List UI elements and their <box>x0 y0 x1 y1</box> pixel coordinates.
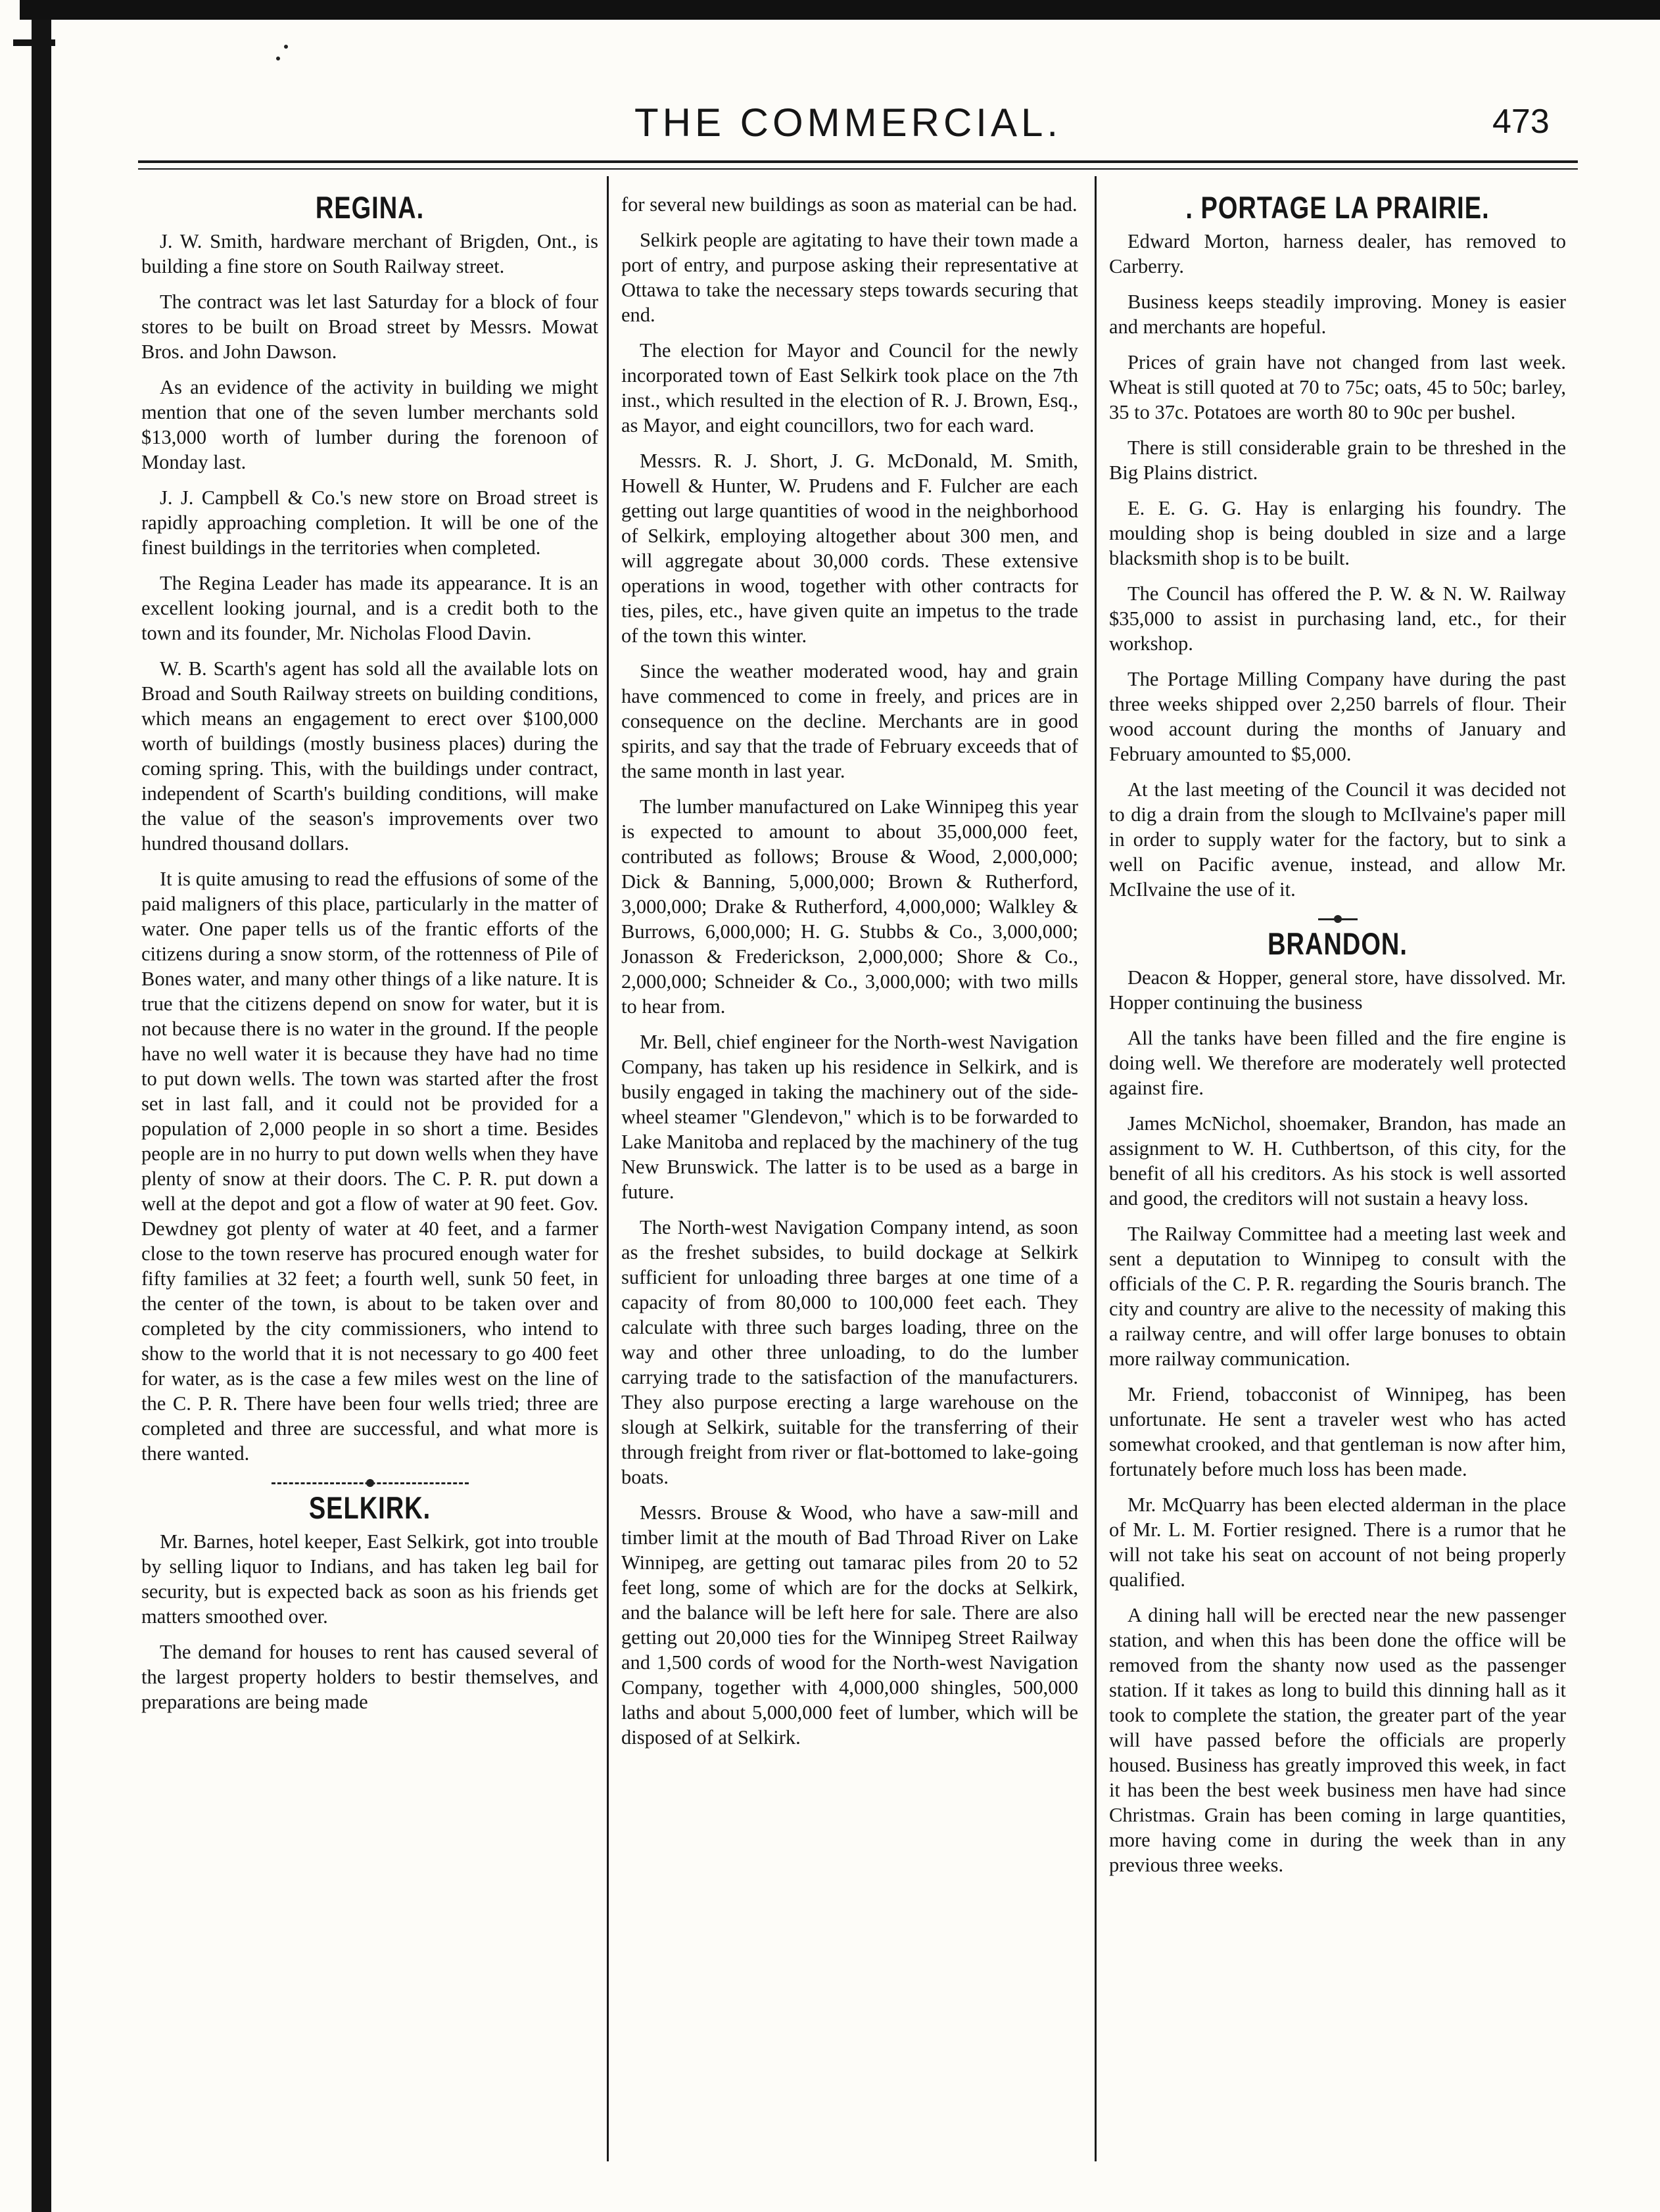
column-divider-left <box>607 176 609 2161</box>
section-heading: BRANDON. <box>1268 927 1408 962</box>
paragraph: A dining hall will be erected near the new passenger station, and when this has been done the office will be removed from the shanty now used as the passenger station. If it takes as long to build this dinning hall as it took to complete the station, the greater part of the year will have passed before the officials are properly housed. Business has greatly improved this week, in fact it has been the best week business men have had since Christmas. Grain has been coming in large quantities, more having come in during the week than in any previous three weeks. <box>1109 1604 1566 1876</box>
paragraph: The Regina Leader has made its appearance. It is an excellent looking journal, and is a credit both to the town and its founder, Mr. Nicholas Flood Davin. <box>141 572 598 644</box>
column-1 <box>141 192 598 2171</box>
section-heading: SELKIRK. <box>308 1491 431 1526</box>
paragraph: Mr. McQuarry has been elected alderman in the place of Mr. L. M. Fortier resigned. There is a rumor that he will not take his seat on account of not being properly qualified. <box>1109 1494 1566 1591</box>
scan-specks <box>276 45 289 71</box>
paragraph: Selkirk people are agitating to have their town made a port of entry, and purpose asking their representative at Ottawa to take the necessary steps towards securing that end. <box>621 229 1078 326</box>
paragraph: The Railway Committee had a meeting last week and sent a deputation to Winnipeg to consult with the officials of the C. P. R. regarding the Souris branch. The city and country are alive to the necessity of making this a railway centre, and will offer large bonuses to obtain more railway communication. <box>1109 1223 1566 1370</box>
paragraph: The demand for houses to rent has caused several of the largest property holders to bestir themselves, and preparations are being made <box>141 1641 598 1713</box>
section-heading: . PORTAGE LA PRAIRIE. <box>1185 192 1490 226</box>
scan-left-border <box>32 20 51 2212</box>
scan-left-mark <box>13 39 55 46</box>
header-rule-thin <box>138 168 1578 170</box>
paragraph: Messrs. Brouse & Wood, who have a saw-mill and timber limit at the mouth of Bad Throad River on Lake Winnipeg, are getting out tamarac piles from 20 to 52 feet long, some of which are for the docks at Selkirk, and the balance will be left here for sale. There are also getting out 20,000 ties for the Winnipeg Street Railway and 1,500 cords of wood for the North-west Navigation Company, together with 4,000,000 shingles, 500,000 laths and about 5,000,000 feet of lumber, which will be disposed of at Selkirk. <box>621 1501 1078 1749</box>
paragraph: James McNichol, shoemaker, Brandon, has made an assignment to W. H. Cuthbertson, of this city, for the benefit of all his creditors. As his stock is well assorted and good, the creditors will not sustain a heavy loss. <box>1109 1112 1566 1210</box>
section-separator <box>272 1476 469 1490</box>
section-heading: REGINA. <box>315 192 425 226</box>
paragraph: Deacon & Hopper, general store, have dissolved. Mr. Hopper continuing the business <box>1109 966 1566 1014</box>
column-divider-right <box>1095 176 1097 2161</box>
paragraph: Since the weather moderated wood, hay and grain have commenced to come in freely, and prices are in consequence on the decline. Merchants are in good spirits, and say that the trade of February exceeds that of the same month in last year. <box>621 660 1078 782</box>
article-selkirk-continued <box>621 192 1078 1750</box>
paragraph: Business keeps steadily improving. Money is easier and merchants are hopeful. <box>1109 291 1566 338</box>
paragraph: The election for Mayor and Council for the newly incorporated town of East Selkirk took place on the 7th inst., which resulted in the election of R. J. Brown, Esq., as Mayor, and eight councillors, two for each ward. <box>621 339 1078 436</box>
paragraph: Mr. Barnes, hotel keeper, East Selkirk, got into trouble by selling liquor to Indians, and has taken leg bail for security, but is expected back as soon as his friends get matters smoothed over. <box>141 1530 598 1628</box>
page-number: 473 <box>1492 103 1550 141</box>
paragraph: The North-west Navigation Company intend, as soon as the freshet subsides, to build dockage at Selkirk sufficient for unloading three barges at one time of a capacity of from 80,000 to 100,000 feet each. They calculate with three such barges loading, three on the way and other three unloading, to do the lumber carrying trade to the satisfaction of the manufacturers. They also purpose erecting a large warehouse on the slough at Selkirk, suitable for the transferring of their through freight from river or flat-bottomed to lake-going boats. <box>621 1216 1078 1488</box>
paragraph: Prices of grain have not changed from last week. Wheat is still quoted at 70 to 75c; oats, 45 to 50c; barley, 35 to 37c. Potatoes are worth 80 to 90c per bushel. <box>1109 351 1566 423</box>
paragraph: It is quite amusing to read the effusions of some of the paid maligners of this place, particularly in the matter of water. One paper tells us of the frantic efforts of the citizens during a snow storm, of the rottenness of Pile of Bones water, and many other things of a like nature. It is true that the citizens depend on snow for water, but it is not because there is no water in the ground. If the people have no well water it is because they have had no time to put down wells. The town was started after the frost set in last fall, and it could not be provided for a population of 2,000 people in so short a time. Besides people are in no hurry to put down wells when they have plenty of snow at their doors. The C. P. R. put down a well at the depot and got a flow of water at 90 feet. Gov. Dewdney got plenty of water at 40 feet, and a farmer close to the town reserve has procured enough water for fifty families at 32 feet; a fourth well, sunk 50 feet, in the center of the town, is about to be taken over and completed by the city commissioners, who intend to show to the world that it is not necessary to go 400 feet for water, as is the case a few miles west on the line of the C. P. R. There have been four wells tried; three are completed and three are successful, and what more is there wanted. <box>141 868 598 1465</box>
paragraph: There is still considerable grain to be threshed in the Big Plains district. <box>1109 436 1566 484</box>
paragraph: Messrs. R. J. Short, J. G. McDonald, M. Smith, Howell & Hunter, W. Prudens and F. Fulcher are each getting out large quantities of wood in the neighborhood of Selkirk, employing altogether about 300 men, and will aggregate about 30,000 cords. These extensive operations in wood, together with other contracts for ties, piles, etc., have given quite an impetus to the trade of the town this winter. <box>621 450 1078 647</box>
paragraph: The contract was let last Saturday for a block of four stores to be built on Broad street by Messrs. Mowat Bros. and John Dawson. <box>141 291 598 363</box>
paragraph: J. J. Campbell & Co.'s new store on Broad street is rapidly approaching completion. It will be one of the finest buildings in the territories when completed. <box>141 486 598 559</box>
paragraph: J. W. Smith, hardware merchant of Brigden, Ont., is building a fine store on South Railway street. <box>141 230 598 277</box>
column-3 <box>1109 192 1566 2171</box>
header-rule-thick <box>138 160 1578 163</box>
column-2 <box>621 192 1078 2171</box>
scan-top-border <box>20 0 1660 20</box>
paragraph: All the tanks have been filled and the fire engine is doing well. We therefore are moderately well protected against fire. <box>1109 1027 1566 1099</box>
paragraph: W. B. Scarth's agent has sold all the available lots on Broad and South Railway streets on building conditions, which means an engagement to erect over $100,000 worth of buildings (mostly business places) during the coming spring. This, with the buildings under contract, independent of Scarth's building conditions, will make the value of the season's improvements over two hundred thousand dollars. <box>141 657 598 855</box>
paragraph: Mr. Friend, tobacconist of Winnipeg, has been unfortunate. He sent a traveler west who has acted somewhat crooked, and that gentleman is now after him, fortunately before much loss has been made. <box>1109 1383 1566 1480</box>
section-separator <box>1318 912 1358 926</box>
paragraph: for several new buildings as soon as material can be had. <box>621 193 1078 216</box>
article-portage-la-prairie <box>1109 192 1566 902</box>
paragraph: The lumber manufactured on Lake Winnipeg this year is expected to amount to about 35,000,000 feet, contributed as follows; Brouse & Wood, 2,000,000; Dick & Banning, 5,000,000; Brown & Rutherford, 3,000,000; Drake & Rutherford, 4,000,000; Walkley & Burrows, 6,000,000; H. G. Stubbs & Co., 3,000,000; Jonasson & Frederickson, 2,000,000; Shore & Co., 2,000,000; Schneider & Co., 3,000,000; with two mills to hear from. <box>621 795 1078 1018</box>
article-selkirk <box>141 1491 598 1714</box>
paragraph: As an evidence of the activity in building we might mention that one of the seven lumber merchants sold $13,000 worth of lumber during the forenoon of Monday last. <box>141 376 598 473</box>
paragraph: The Council has offered the P. W. & N. W. Railway $35,000 to assist in purchasing land, etc., for their workshop. <box>1109 582 1566 655</box>
paragraph: E. E. G. G. Hay is enlarging his foundry. The moulding shop is being doubled in size and a large blacksmith shop is to be built. <box>1109 497 1566 569</box>
article-regina <box>141 192 598 1466</box>
paragraph: At the last meeting of the Council it was decided not to dig a drain from the slough to McIlvaine's paper mill in order to supply water for the factory, but to sink a well on Pacific avenue, instead, and allow Mr. McIlvaine the use of it. <box>1109 778 1566 901</box>
page-title: THE COMMERCIAL. <box>634 101 1062 145</box>
paragraph: Mr. Bell, chief engineer for the North-west Navigation Company, has taken up his residence in Selkirk, and is busily engaged in taking the machinery out of the side-wheel steamer "Glendevon," which is to be forwarded to Lake Manitoba and replaced by the machinery of the tug New Brunswick. The latter is to be used as a barge in future. <box>621 1031 1078 1203</box>
paragraph: The Portage Milling Company have during the past three weeks shipped over 2,250 barrels of flour. Their wood account during the months of January and February amounted to $5,000. <box>1109 668 1566 765</box>
article-brandon <box>1109 927 1566 1877</box>
paragraph: Edward Morton, harness dealer, has removed to Carberry. <box>1109 230 1566 277</box>
